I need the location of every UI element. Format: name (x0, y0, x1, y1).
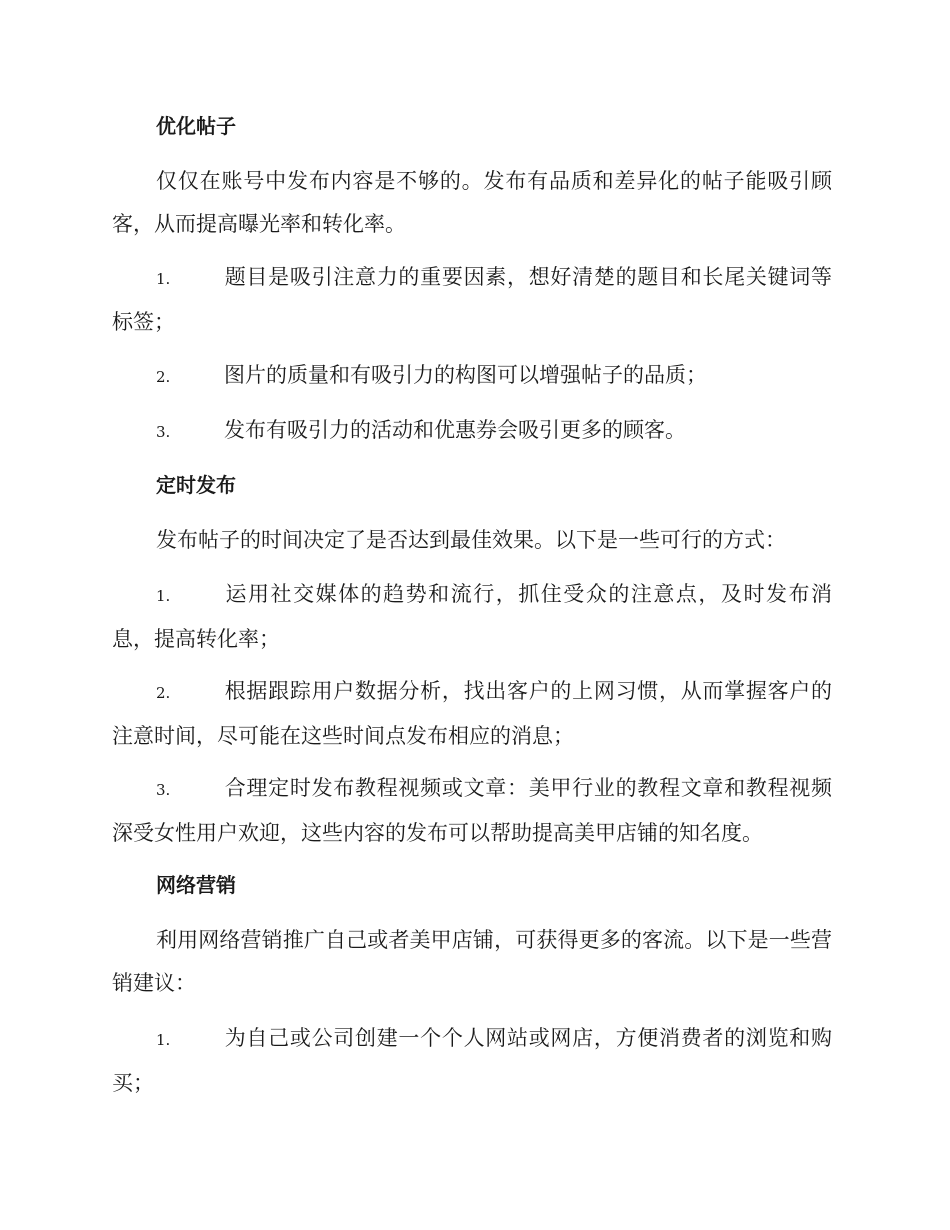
section-heading: 优化帖子 (156, 114, 236, 138)
list-item (112, 409, 832, 454)
list-text: 为自己或公司创建一个个人网站或网店，方便消费者的浏览和购买； (112, 1026, 832, 1095)
list-number: 3. (156, 423, 171, 441)
list-item (112, 670, 832, 758)
list-item (112, 1017, 832, 1105)
section-heading: 网络营销 (156, 873, 236, 897)
section-intro: 利用网络营销推广自己或者美甲店铺，可获得更多的客流。以下是一些营销建议： (112, 928, 832, 995)
list-text: 合理定时发布教程视频或文章：美甲行业的教程文章和教程视频深受女性用户欢迎，这些内容的发布可以帮助提高美甲店铺的知名度。 (112, 776, 832, 845)
section-intro: 仅仅在账号中发布内容是不够的。发布有品质和差异化的帖子能吸引顾客，从而提高曝光率和转化率。 (112, 169, 832, 236)
list-number: 1. (156, 270, 171, 288)
list-item (112, 767, 832, 855)
list-text: 题目是吸引注意力的重要因素，想好清楚的题目和长尾关键词等标签； (112, 265, 832, 334)
list-text: 运用社交媒体的趋势和流行，抓住受众的注意点，及时发布消息，提高转化率； (112, 582, 832, 651)
section-intro: 发布帖子的时间决定了是否达到最佳效果。以下是一些可行的方式： (156, 528, 786, 552)
list-item (112, 573, 832, 661)
list-text: 图片的质量和有吸引力的构图可以增强帖子的品质； (224, 363, 707, 387)
list-number: 2. (156, 684, 171, 702)
list-number: 2. (156, 368, 171, 386)
list-item (112, 354, 832, 399)
list-item (112, 256, 832, 344)
list-text: 发布有吸引力的活动和优惠券会吸引更多的顾客。 (224, 418, 686, 442)
section-heading: 定时发布 (156, 473, 236, 497)
list-number: 1. (156, 1031, 171, 1049)
list-number: 3. (156, 781, 171, 799)
list-text: 根据跟踪用户数据分析，找出客户的上网习惯，从而掌握客户的注意时间，尽可能在这些时间点发布相应的消息； (112, 679, 832, 748)
list-number: 1. (156, 587, 171, 605)
